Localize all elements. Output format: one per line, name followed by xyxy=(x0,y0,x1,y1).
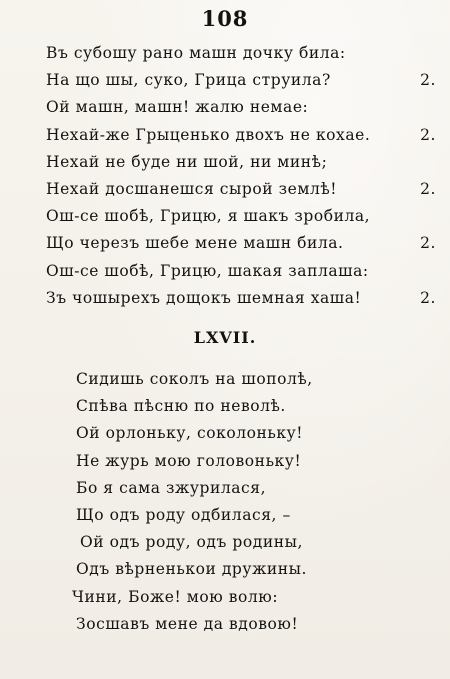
repeat-marker: 2. xyxy=(420,71,436,90)
verse-line xyxy=(46,149,436,176)
verse-line xyxy=(46,40,436,67)
verse-line: Ой одъ роду, одъ родины, xyxy=(80,533,303,552)
verse-text: Нехай досшанешся сырой землѣ! xyxy=(46,179,338,198)
verse-line xyxy=(46,94,436,121)
verse-text: Нехай-же Грыценько двохъ не кохае. xyxy=(46,125,371,144)
verse-line xyxy=(46,176,436,203)
stanza-1 xyxy=(46,40,436,312)
verse-line: Одъ вѣрненькои дружины. xyxy=(76,560,308,579)
verse-line: Що одъ роду одбилася, – xyxy=(76,505,291,524)
repeat-marker: 2. xyxy=(420,234,436,253)
stanza-2 xyxy=(72,366,376,638)
verse-line xyxy=(46,122,436,149)
verse-line: Не журь мою головоньку! xyxy=(76,451,302,470)
verse-line xyxy=(46,230,436,257)
verse-line: Чини, Боже! мою волю: xyxy=(72,587,279,606)
verse-line: Сидишь соколъ на шополѣ, xyxy=(76,370,313,388)
verse-text: Нехай не буде ни шой, ни минѣ; xyxy=(46,152,328,171)
verse-line xyxy=(46,67,436,94)
verse-line xyxy=(46,258,436,285)
verse-text: Зъ чошырехъ дощокъ шемная хаша! xyxy=(46,288,362,307)
page-number: 108 xyxy=(201,6,249,31)
verse-text: Що черезъ шебе мене машн била. xyxy=(46,234,344,253)
verse-text: Ош-се шобѣ, Грицю, я шакъ зробила, xyxy=(46,207,371,226)
section-heading: LXVII. xyxy=(193,328,257,347)
verse-line: Ой орлоньку, соколоньку! xyxy=(76,424,304,443)
verse-text: Ош-се шобѣ, Грицю, шакая заплаша: xyxy=(46,261,369,280)
verse-line xyxy=(46,203,436,230)
repeat-marker: 2. xyxy=(420,179,436,198)
verse-text: Ой машн, машн! жалю немае: xyxy=(46,98,309,117)
repeat-marker: 2. xyxy=(420,288,436,307)
verse-line xyxy=(46,285,436,312)
repeat-marker: 2. xyxy=(420,125,436,144)
verse-text: На що шы, суко, Грица струила? xyxy=(46,71,331,90)
verse-line: Зосшавъ мене да вдовою! xyxy=(76,614,299,633)
verse-line: Бо я сама зжурилася, xyxy=(76,478,267,497)
verse-line: Спѣва пѣсню по неволѣ. xyxy=(76,397,286,416)
verse-text: Въ субошу рано машн дочку била: xyxy=(46,44,346,62)
